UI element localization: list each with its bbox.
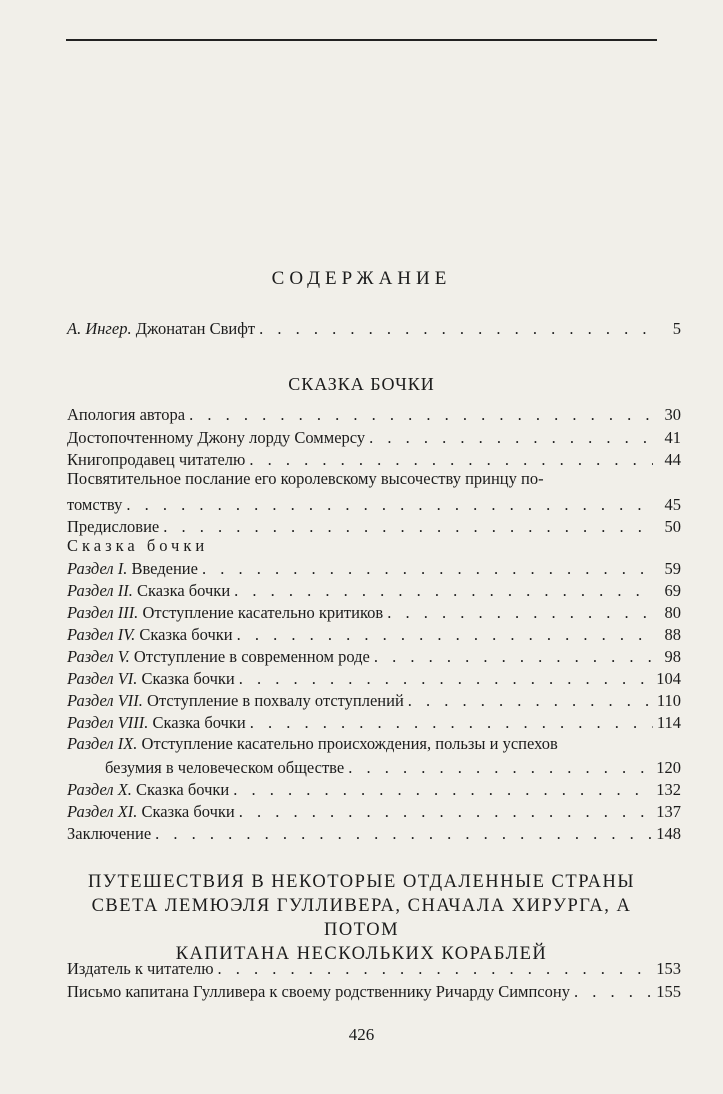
dot-leader (404, 690, 653, 712)
dot-leader (233, 624, 653, 646)
entry-title: Письмо капитана Гулливера к своему родственнику Ричарду Симпсону (67, 982, 570, 1001)
entry-title: Сказка бочки (136, 581, 231, 600)
chapter-label: Раздел I. (67, 559, 128, 578)
page-ref: 88 (664, 625, 681, 644)
page-ref: 80 (664, 603, 681, 622)
chapter-entry-line1[interactable] (67, 733, 681, 755)
entry-title: Книгопродавец читателю (67, 450, 246, 469)
chapter-label: Раздел IX. (67, 734, 138, 753)
page-ref: 69 (664, 581, 681, 600)
page-ref: 41 (664, 428, 681, 447)
entry-title: Отступление касательно критиков (142, 603, 384, 622)
entry-title: Предисловие (67, 517, 160, 536)
page-ref: 30 (664, 405, 681, 424)
chapter-label: Раздел II. (67, 581, 133, 600)
entry-title: Заключение (67, 824, 152, 843)
page-ref: 114 (656, 713, 681, 732)
chapter-label: Раздел VI. (67, 669, 138, 688)
tale-heading: СКАЗКА БОЧКИ (288, 374, 435, 394)
page-ref: 110 (656, 691, 681, 710)
entry-title: Введение (131, 559, 198, 578)
chapter-entry[interactable] (67, 712, 681, 734)
gulliver-heading-line3: КАПИТАНА НЕСКОЛЬКИХ КОРАБЛЕЙ (175, 944, 548, 964)
chapter-entry[interactable] (67, 558, 681, 580)
chapter-entry[interactable] (67, 779, 681, 801)
entry-title: Сказка бочки (152, 713, 246, 732)
chapter-entry[interactable] (67, 646, 681, 668)
dot-leader (230, 580, 653, 602)
page-ref: 120 (656, 758, 681, 777)
page-ref: 50 (664, 517, 681, 536)
chapter-entry[interactable] (67, 668, 681, 690)
entry-title: Отступление в похвалу отступлений (147, 691, 404, 710)
entry-title-line1: Отступление касательно происхождения, пользы и успехов (141, 734, 558, 753)
chapter-label: Раздел XI. (67, 802, 138, 821)
toc-entry[interactable] (67, 958, 681, 980)
chapter-label: Раздел IV. (67, 625, 136, 644)
page-ref: 98 (664, 647, 681, 666)
entry-title: Сказка бочки (141, 669, 235, 688)
dot-leader (365, 427, 653, 449)
chapter-label: Раздел X. (67, 780, 132, 799)
dot-leader (255, 318, 653, 340)
entry-title: Издатель к читателю (67, 959, 214, 978)
chapter-entry[interactable] (67, 801, 681, 823)
toc-entry[interactable] (67, 427, 681, 449)
section-label: Сказка бочки (67, 536, 209, 555)
chapter-entry[interactable] (67, 690, 681, 712)
dot-leader (122, 494, 653, 516)
entry-title: Отступление в современном роде (133, 647, 370, 666)
page-ref: 45 (664, 495, 681, 514)
entry-title: Сказка бочки (141, 802, 235, 821)
entry-title: Достопочтенному Джону лорду Соммерсу (67, 428, 366, 447)
dot-leader (229, 779, 653, 801)
entry-title: Сказка бочки (139, 625, 233, 644)
page-ref: 5 (672, 319, 681, 338)
toc-entry[interactable] (67, 981, 681, 1003)
chapter-label: Раздел VII. (67, 691, 143, 710)
dot-leader (151, 823, 653, 845)
toc-entry-intro[interactable] (67, 318, 681, 340)
entry-title: Сказка бочки (136, 780, 230, 799)
author-name: А. Ингер. (67, 319, 132, 338)
toc-entry[interactable] (67, 404, 681, 426)
gulliver-heading-line1: ПУТЕШЕСТВИЯ В НЕКОТОРЫЕ ОТДАЛЕННЫЕ СТРАНЫ (88, 872, 635, 892)
dot-leader (185, 404, 653, 426)
dot-leader (159, 516, 653, 538)
gulliver-heading (60, 870, 663, 966)
page-ref: 132 (656, 780, 681, 799)
entry-title-line2: томству (67, 495, 123, 514)
dot-leader (198, 558, 653, 580)
page-ref: 104 (656, 669, 681, 688)
toc-title: СОДЕРЖАНИЕ (271, 268, 452, 289)
entry-title-line1[interactable]: Посвятительное послание его королевскому высочеству принцу по- (67, 469, 544, 488)
chapter-entry[interactable] (67, 580, 681, 602)
top-rule (66, 39, 657, 41)
toc-entry[interactable] (67, 516, 681, 538)
dot-leader (344, 757, 653, 779)
dot-leader (383, 602, 653, 624)
entry-title: Апология автора (67, 405, 186, 424)
chapter-label: Раздел VIII. (67, 713, 149, 732)
dot-leader (214, 958, 653, 980)
page-ref: 155 (656, 982, 681, 1001)
gulliver-heading-line2: СВЕТА ЛЕМЮЭЛЯ ГУЛЛИВЕРА, СНАЧАЛА ХИРУРГА, А ПОТОМ (91, 896, 632, 940)
dot-leader (570, 981, 653, 1003)
entry-title-line2: безумия в человеческом обществе (105, 758, 345, 777)
dot-leader (370, 646, 653, 668)
entry-title: Джонатан Свифт (135, 319, 256, 338)
toc-entry-conclusion[interactable] (67, 823, 681, 845)
page-ref: 59 (664, 559, 681, 578)
chapter-entry[interactable] (105, 757, 681, 779)
chapter-label: Раздел III. (67, 603, 139, 622)
dot-leader (235, 801, 653, 823)
page-number: 426 (348, 1025, 375, 1044)
dot-leader (235, 668, 653, 690)
chapter-entry[interactable] (67, 602, 681, 624)
page-ref: 137 (656, 802, 681, 821)
chapter-label: Раздел V. (67, 647, 130, 666)
page-ref: 153 (656, 959, 681, 978)
page-ref: 44 (664, 450, 681, 469)
toc-entry[interactable] (67, 494, 681, 516)
page-ref: 148 (656, 824, 681, 843)
chapter-entry[interactable] (67, 624, 681, 646)
dot-leader (246, 712, 653, 734)
